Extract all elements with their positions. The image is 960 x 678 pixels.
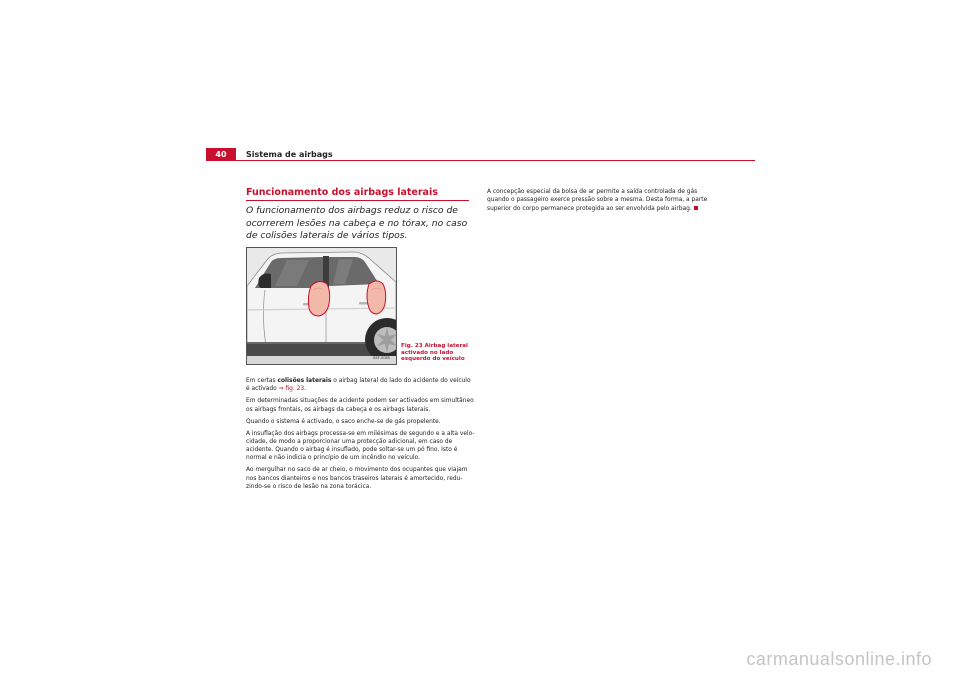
body-text: A concepção especial da bolsa de ar permite a saída controlada de gás quando o passageiro exerce pressão sobre a mesma. Desta forma, a parte superior do corpo permanece protegida ao ser envolvida pelo airbag. [487,189,708,212]
car-side-illustration [247,248,396,364]
running-title: Sistema de airbags [246,150,333,159]
figure-reference-link[interactable]: ⇒ fig. 23 [278,386,305,393]
body-paragraph: A insuflação dos airbags processa-se em milésimas de segundo e a alta velo-cidade, de modo a proporcionar uma protecção adicional, em caso de acidente. Quando o airbag é insuflado, pode soltar-se um pó fino. Isto é normal e não indicia o princípio de um incêndio no veículo. [246,430,475,462]
side-airbag-figure [246,247,397,365]
body-paragraph: Em determinadas situações de acidente podem ser activados em simultâneo os airbags frontais, os airbags da cabeça e os airbags laterais. [246,398,474,413]
body-paragraph: Quando o sistema é activado, o saco enche-se de gás propelente. [246,418,441,425]
page-number: 40 [206,148,236,161]
end-of-section-marker-icon [694,206,698,210]
figure-code: B5F-0085 [373,356,390,360]
body-paragraph [246,377,476,394]
body-text: . [304,386,306,393]
body-bold-term: colisões laterais [277,378,332,384]
watermark: carmanualsonline.info [746,649,932,669]
body-text-right [487,188,717,213]
section-title-rule [246,200,469,201]
body-paragraph [487,188,717,213]
figure-caption: Fig. 23 Airbag lateral activado no lado esquerdo do veículo [401,343,468,362]
body-text: Em certas [246,378,278,384]
body-text: o airbag lateral do lado do acidente do veículo é activado [246,378,471,393]
section-lead: O funcionamento dos airbags reduz o risco de ocorrerem lesões na cabeça e no tórax, no caso de colisões laterais de vários tipos. [246,205,468,241]
section-title: Funcionamento dos airbags laterais [246,187,438,198]
body-text-left [246,377,476,495]
header-rule [206,160,755,161]
body-paragraph: Ao mergulhar no saco de ar cheio, o movimento dos ocupantes que viajam nos bancos dianteiros e nos bancos traseiros laterais é amortecido, redu-zindo-se o risco de lesão na zona torácica. [246,467,468,491]
